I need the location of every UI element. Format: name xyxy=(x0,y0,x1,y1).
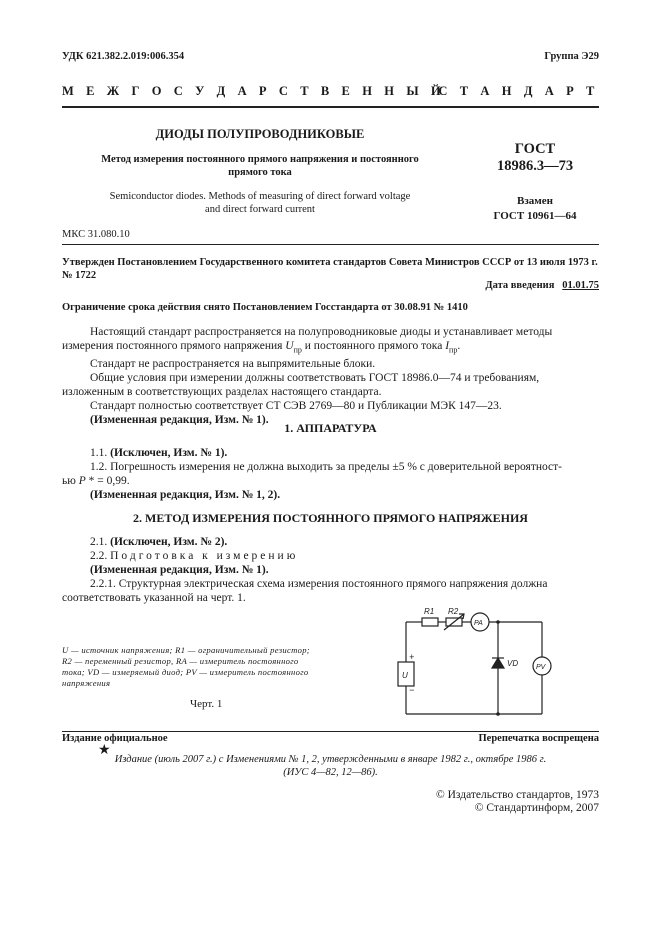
label-u: U xyxy=(402,671,408,680)
legend-line: напряжения xyxy=(62,678,111,688)
title-rule xyxy=(62,244,599,245)
text-span: измерения постоянного прямого напряжения xyxy=(62,340,286,352)
subtitle-ru xyxy=(62,153,458,179)
diode-vd xyxy=(492,658,504,668)
copyright-line: © Издательство стандартов, 1973 xyxy=(435,789,599,801)
text-line: соответствовать указанной на черт. 1. xyxy=(62,592,246,604)
text-span: . xyxy=(457,340,461,352)
voltage-symbol: U xyxy=(285,340,294,352)
item-text: (Исключен, Изм. № 2). xyxy=(110,536,228,548)
legend-line: U — источник напряжения; R1 — ограничительный резистор; xyxy=(62,645,310,655)
subscript: пр xyxy=(449,345,458,355)
item-2-1 xyxy=(62,535,599,549)
circuit-diagram xyxy=(390,600,570,730)
header-rule xyxy=(62,106,599,108)
group-code: Группа Э29 xyxy=(544,51,599,62)
figure-legend xyxy=(62,645,352,689)
text-line: (Измененная редакция, Изм. № 1). xyxy=(90,564,269,576)
subtitle-en-line: and direct forward current xyxy=(205,204,315,215)
replaces-block xyxy=(470,194,600,224)
label-pa: PA xyxy=(474,620,483,627)
text-line: 1.2. Погрешность измерения не должна выходить за пределы ±5 % с доверительной вероятност- xyxy=(90,461,563,473)
approval-line: № 1722 xyxy=(62,270,97,281)
junction-dot xyxy=(496,620,500,624)
figure-caption: Черт. 1 xyxy=(190,698,223,710)
current-symbol: I xyxy=(445,340,450,352)
edition-line: Издание (июль 2007 г.) с Изменениями № 1, 2, утвержденными в январе 1982 г., октябре 1986 г. xyxy=(114,754,547,765)
replaces-label: Взамен xyxy=(517,195,553,207)
subtitle-ru-line: прямого тока xyxy=(228,167,292,178)
subtitle-en-line: Semiconductor diodes. Methods of measuring of direct forward voltage xyxy=(109,191,411,202)
item-number: 2.1. xyxy=(90,536,111,548)
approval-text xyxy=(62,256,607,282)
label-r1: R1 xyxy=(424,607,435,616)
resistor-r1 xyxy=(422,618,438,626)
intro-paragraphs xyxy=(62,325,599,427)
banner-standard: С Т А Н Д А Р Т xyxy=(438,84,599,98)
text-span: и постоянного прямого тока xyxy=(301,340,446,352)
legend-line: тока; VD — измеряемый диод; PV — измеритель постоянного xyxy=(62,667,309,677)
text-span: ью xyxy=(62,475,79,487)
junction-dot xyxy=(496,712,500,716)
section-1-heading: 1. АППАРАТУРА xyxy=(284,421,377,435)
text-line: (Измененная редакция, Изм. № 1). xyxy=(90,414,269,427)
reprint-prohibited: Перепечатка воспрещена xyxy=(478,733,599,744)
subscript: пр xyxy=(293,345,302,355)
copyright-line: © Стандартинформ, 2007 xyxy=(474,802,599,814)
item-2-2 xyxy=(62,549,599,563)
text-line: 2.2.1. Структурная электрическая схема измерения постоянного прямого напряжения должна xyxy=(90,578,548,590)
page-title: ДИОДЫ ПОЛУПРОВОДНИКОВЫЕ xyxy=(155,127,365,141)
edition-info xyxy=(62,753,599,779)
subtitle-ru-line: Метод измерения постоянного прямого напряжения и постоянного xyxy=(101,154,419,165)
item-text: Подготовка к измерению xyxy=(110,550,299,562)
variable-arrow xyxy=(444,614,464,630)
effective-date-label: Дата введения xyxy=(485,280,555,291)
mks-code: МКС 31.080.10 xyxy=(62,229,130,240)
text-line: Общие условия при измерении должны соответствовать ГОСТ 18986.0—74 и требованиям, xyxy=(90,372,540,385)
validity-limit: Ограничение срока действия снято Постановлением Госстандарта от 30.08.91 № 1410 xyxy=(62,302,468,313)
legend-line: R2 — переменный резистор, RA — измеритель постоянного xyxy=(62,656,299,666)
text-line: (Измененная редакция, Изм. № 1, 2). xyxy=(90,489,281,501)
gost-number: 18986.3—73 xyxy=(496,158,574,174)
item-1-1 xyxy=(62,446,599,460)
section-2-body xyxy=(62,535,599,605)
text-span: * = 0,99. xyxy=(85,475,130,487)
text-line: изложенным в соответствующих разделах настоящего стандарта. xyxy=(62,386,382,399)
text-line: Стандарт не распространяется на выпрямительные блоки. xyxy=(90,358,376,371)
text-line xyxy=(62,339,599,357)
approval-line: Утвержден Постановлением Государственного комитета стандартов Совета Министров СССР от 13 июля 1973 г. xyxy=(62,257,598,268)
text-line: Стандарт полностью соответствует СТ СЭВ 2769—80 и Публикации МЭК 147—23. xyxy=(90,400,502,413)
label-r2: R2 xyxy=(448,607,459,616)
item-number: 1.1. xyxy=(90,447,111,459)
section-2-heading: 2. МЕТОД ИЗМЕРЕНИЯ ПОСТОЯННОГО ПРЯМОГО НАПРЯЖЕНИЯ xyxy=(133,511,528,525)
section-1-body xyxy=(62,446,599,502)
label-pv: PV xyxy=(536,664,546,671)
text-line xyxy=(62,474,599,488)
effective-date-value: 01.01.75 xyxy=(562,280,599,291)
banner-interstate: М Е Ж Г О С У Д А Р С Т В Е Н Н Ы Й xyxy=(62,84,446,98)
item-text: (Исключен, Изм. № 1). xyxy=(110,447,228,459)
star-icon: ★ xyxy=(98,743,111,758)
replaces-value: ГОСТ 10961—64 xyxy=(493,210,577,222)
edition-line: (ИУС 4—82, 12—86). xyxy=(283,767,378,778)
subtitle-en xyxy=(62,190,458,216)
udk-code: УДК 621.382.2.019:006.354 xyxy=(62,51,185,62)
effective-date xyxy=(485,280,599,291)
item-number: 2.2. xyxy=(90,550,111,562)
text-line: Настоящий стандарт распространяется на полупроводниковые диоды и устанавливает методы xyxy=(90,326,553,338)
copyright-block xyxy=(436,789,599,815)
gost-number-block xyxy=(470,141,600,175)
gost-label: ГОСТ xyxy=(514,141,556,157)
label-minus: − xyxy=(409,685,415,695)
probability-symbol: P xyxy=(78,475,86,487)
label-plus: + xyxy=(409,652,415,662)
official-edition: Издание официальное xyxy=(62,733,168,744)
label-vd: VD xyxy=(507,659,519,668)
footer-rule xyxy=(62,731,599,732)
